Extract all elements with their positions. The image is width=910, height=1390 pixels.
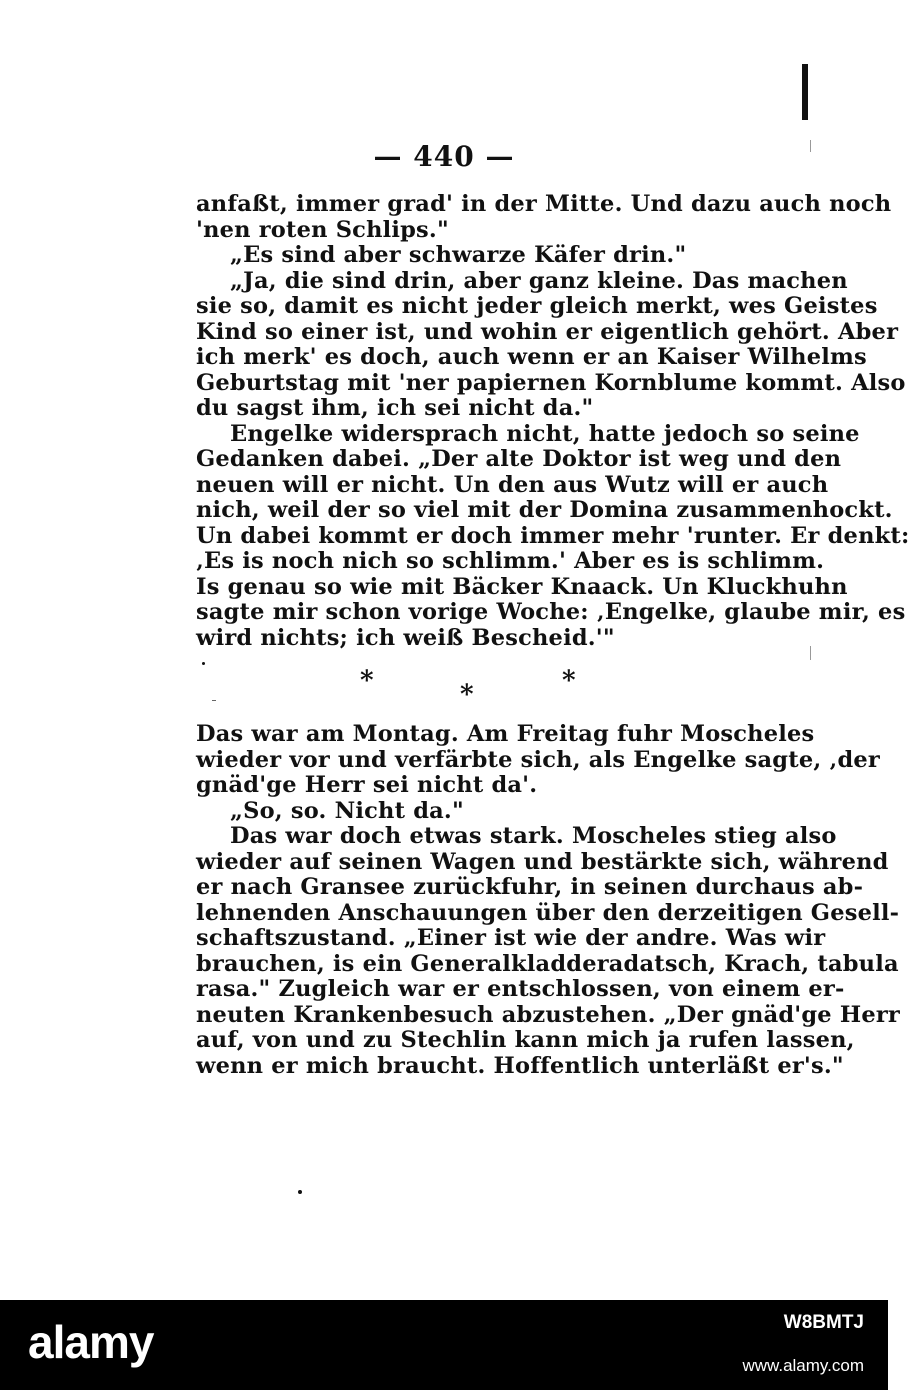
text-line: du sagst ihm, ich sei nicht da.": [196, 395, 594, 421]
site-url: www.alamy.com: [742, 1356, 864, 1375]
text-line: Un dabei kommt er doch immer mehr 'runter. Er denkt:: [196, 522, 910, 549]
text-line: er nach Gransee zurückfuhr, in seinen durchaus ab-: [196, 874, 864, 900]
text-line: brauchen, is ein Generalkladderadatsch, Krach, tabula: [196, 950, 899, 977]
text-line: lehnenden Anschauungen über den derzeitigen Gesell-: [196, 899, 900, 926]
text-line: „Ja, die sind drin, aber ganz kleine. Das machen: [230, 267, 848, 294]
text-line: rasa." Zugleich war er entschlossen, von einem er-: [196, 976, 845, 1002]
text-line: wieder auf seinen Wagen und bestärkte sich, während: [196, 848, 889, 875]
section-separator: [0, 664, 888, 710]
separator-asterisk: *: [360, 666, 374, 696]
text-line: gnäd'ge Herr sei nicht da'.: [196, 772, 538, 798]
text-line: sie so, damit es nicht jeder gleich merkt, wes Geistes: [196, 293, 878, 319]
text-line: neuten Krankenbesuch abzustehen. „Der gnäd'ge Herr: [196, 1001, 900, 1028]
stock-watermark-footer: [0, 1300, 888, 1390]
text-line: ‚Es is noch nich so schlimm.' Aber es is schlimm.: [196, 548, 825, 574]
text-line: sagte mir schon vorige Woche: ‚Engelke, glaube mir, es: [196, 599, 906, 625]
text-line: Gedanken dabei. „Der alte Doktor ist weg und den: [196, 446, 842, 472]
text-line: anfaßt, immer grad' in der Mitte. Und dazu auch noch: [196, 191, 892, 217]
text-line: schaftszustand. „Einer ist wie der andre. Was wir: [196, 925, 826, 951]
scan-edge-tick: [810, 646, 811, 660]
text-line: neuen will er nicht. Un den aus Wutz will er auch: [196, 471, 829, 498]
text-line: wird nichts; ich weiß Bescheid.'": [196, 624, 615, 651]
text-line: auf, von und zu Stechlin kann mich ja rufen lassen,: [196, 1027, 855, 1053]
text-line: 'nen roten Schlips.": [196, 216, 449, 243]
text-line: wenn er mich braucht. Hoffentlich unterläßt er's.": [196, 1052, 844, 1079]
text-line: ich merk' es doch, auch wenn er an Kaiser Wilhelms: [196, 344, 867, 370]
brand-logo: alamy: [28, 1316, 154, 1368]
separator-asterisk: *: [460, 680, 474, 710]
paragraph-block-lower: [196, 721, 900, 1079]
text-line: Geburtstag mit 'ner papiernen Kornblume kommt. Also: [196, 369, 906, 396]
text-line: Engelke widersprach nicht, hatte jedoch so seine: [230, 420, 860, 447]
text-line: wieder vor und verfärbte sich, als Engelke sagte, ‚der: [196, 746, 880, 773]
text-line: Is genau so wie mit Bäcker Knaack. Un Kluckhuhn: [196, 573, 848, 600]
paragraph-block-upper: [196, 191, 910, 651]
page-number: — 440 —: [373, 140, 515, 173]
text-line: nich, weil der so viel mit der Domina zusammenhockt.: [196, 497, 893, 523]
scan-edge-mark: [802, 64, 808, 120]
image-code: W8BMTJ: [783, 1312, 864, 1333]
text-line: „Es sind aber schwarze Käfer drin.": [230, 242, 687, 268]
text-line: Das war doch etwas stark. Moscheles stieg also: [230, 823, 837, 849]
text-line: „So, so. Nicht da.": [230, 797, 464, 824]
text-line: Das war am Montag. Am Freitag fuhr Moscheles: [196, 721, 815, 747]
separator-asterisk: *: [562, 666, 576, 696]
scan-speck: [298, 1190, 302, 1194]
text-line: Kind so einer ist, und wohin er eigentlich gehört. Aber: [196, 318, 899, 345]
